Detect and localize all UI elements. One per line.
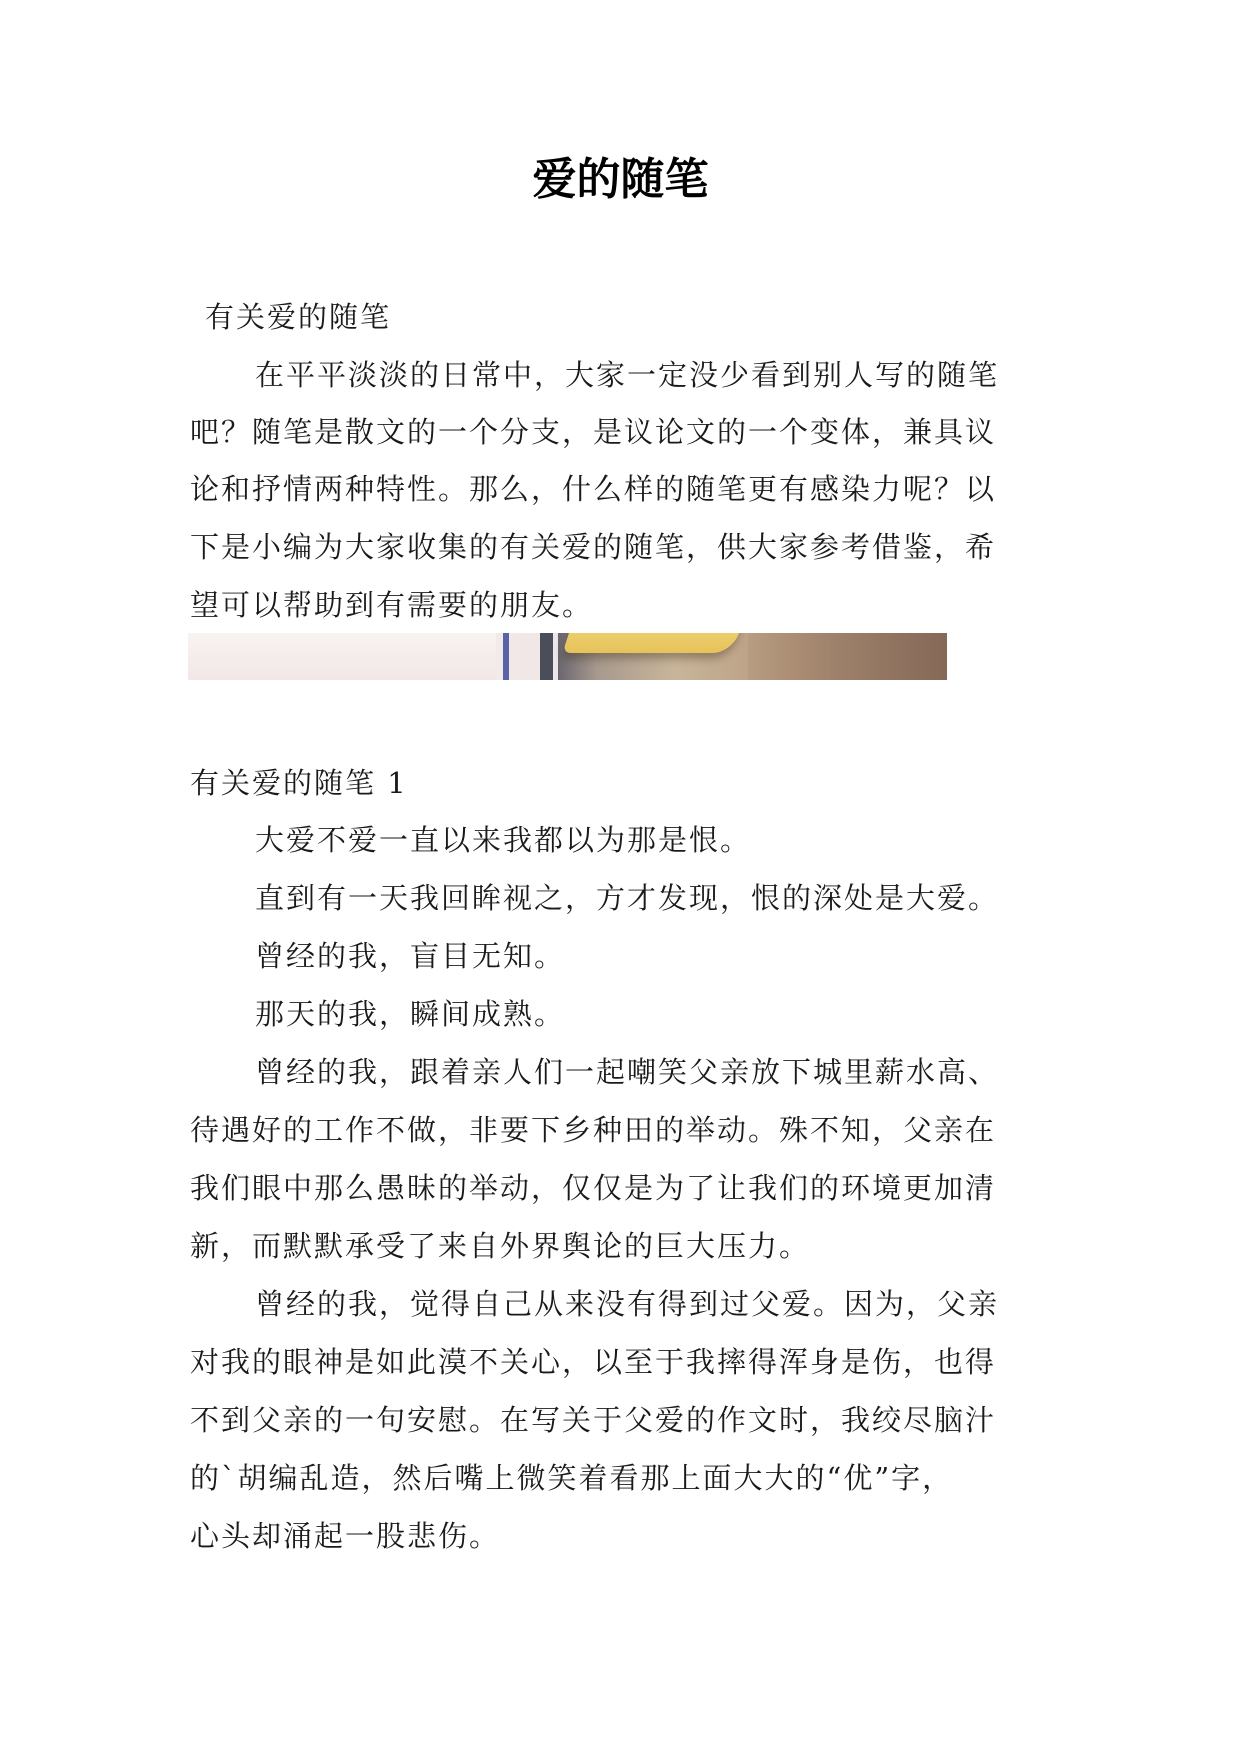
document-title: 爱的随笔 [532, 154, 709, 205]
body-line: 曾经的我，盲目无知。 [255, 939, 566, 973]
body-line: 对我的眼神是如此漠不关心，以至于我摔得浑身是伤，也得 [190, 1345, 997, 1379]
body-line: 待遇好的工作不做，非要下乡种田的举动。殊不知，父亲在 [190, 1113, 997, 1147]
body-line: 大爱不爱一直以来我都以为那是恨。 [255, 823, 752, 857]
document-subtitle: 有关爱的随笔 [205, 300, 392, 334]
body-line: 那天的我，瞬间成熟。 [255, 997, 566, 1031]
intro-line: 望可以帮助到有需要的朋友。 [190, 588, 594, 622]
body-line: 直到有一天我回眸视之，方才发现，恨的深处是大爱。 [255, 881, 1000, 915]
body-line: 曾经的我，跟着亲人们一起嘲笑父亲放下城里薪水高、 [255, 1055, 1000, 1089]
intro-line: 吧？随笔是散文的一个分支，是议论文的一个变体，兼具议 [190, 415, 997, 449]
body-line: 我们眼中那么愚昧的举动，仅仅是为了让我们的环境更加清 [190, 1171, 997, 1205]
section-heading: 有关爱的随笔 1 [190, 766, 408, 800]
banner-image [188, 633, 947, 680]
body-line: 曾经的我，觉得自己从来没有得到过父爱。因为，父亲 [255, 1287, 1000, 1321]
intro-line: 在平平淡淡的日常中，大家一定没少看到别人写的随笔 [255, 358, 1000, 392]
intro-line: 论和抒情两种特性。那么，什么样的随笔更有感染力呢？以 [190, 472, 997, 506]
body-line: 新，而默默承受了来自外界舆论的巨大压力。 [190, 1229, 811, 1263]
body-line: 的`胡编乱造，然后嘴上微笑着看那上面大大的“优”字， [190, 1461, 954, 1495]
intro-line: 下是小编为大家收集的有关爱的随笔，供大家参考借鉴，希 [190, 530, 997, 564]
body-line: 不到父亲的一句安慰。在写关于父爱的作文时，我绞尽脑汁 [190, 1403, 997, 1437]
body-line: 心头却涌起一股悲伤。 [190, 1519, 501, 1553]
